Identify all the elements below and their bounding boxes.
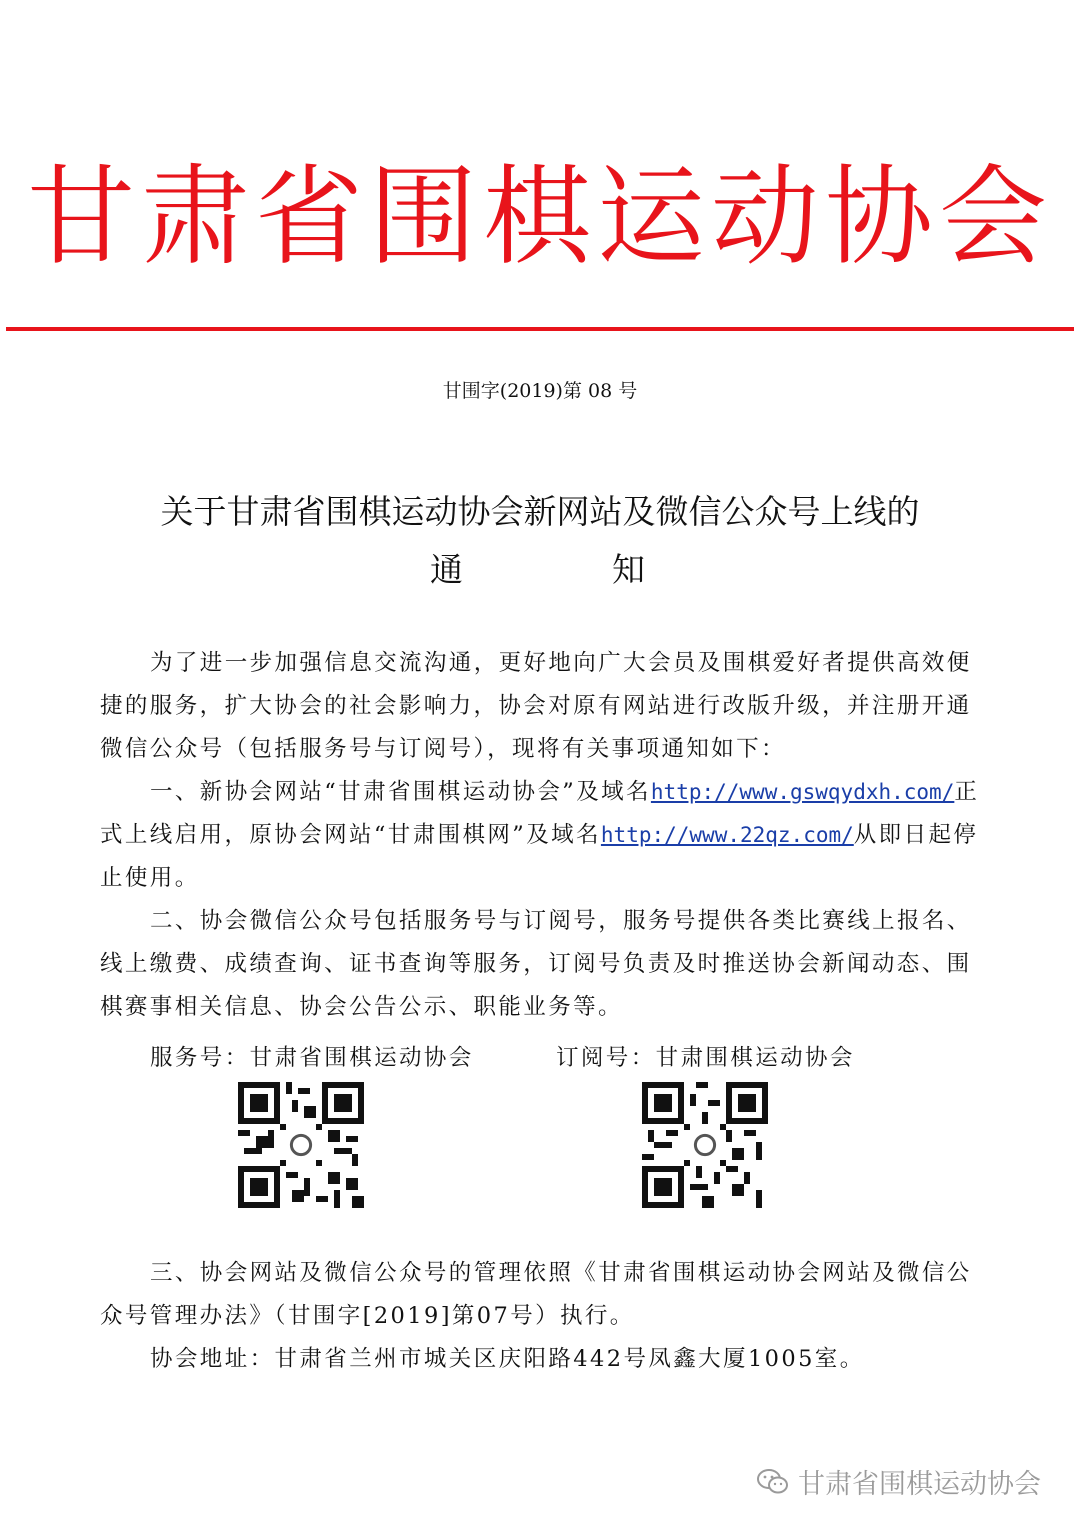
item-1-text-c: 从即日起停止使用。 (100, 822, 979, 891)
notice-title-char-2: 知 (612, 550, 645, 589)
document-number: 甘围字(2019)第 08 号 (442, 380, 638, 402)
item-1-text-a: 一、新协会网站“甘肃省围棋运动协会”及域名 (150, 779, 651, 805)
wechat-watermark (756, 1462, 1041, 1501)
item-2-paragraph: 二、协会微信公众号包括服务号与订阅号，服务号提供各类比赛线上报名、线上缴费、成绩查询、证书查询等服务，订阅号负责及时推送协会新闻动态、围棋赛事相关信息、协会公告公示、职能业务等。 (100, 908, 972, 1020)
subscription-account-label: 订阅号：甘肃围棋运动协会 (556, 1045, 855, 1071)
notice-title-char-1: 通 (430, 550, 463, 589)
item-1-paragraph (100, 771, 990, 900)
service-qr-code (238, 1082, 364, 1208)
wechat-icon (756, 1468, 790, 1496)
old-site-link[interactable]: http://www.22qz.com/ (600, 823, 854, 847)
intro-paragraph: 为了进一步加强信息交流沟通，更好地向广大会员及围棋爱好者提供高效便捷的服务，扩大协会的社会影响力，协会对原有网站进行改版升级，并注册开通微信公众号（包括服务号与订阅号），现将有关事项通知如下： (100, 650, 972, 762)
new-site-link[interactable]: http://www.gswqydxh.com/ (650, 780, 955, 804)
subscription-qr-code (642, 1082, 768, 1208)
watermark-text: 甘肃省围棋运动协会 (798, 1469, 1041, 1500)
org-header-title: 甘肃省围棋运动协会 (26, 155, 1053, 280)
service-account-label: 服务号：甘肃省围棋运动协会 (150, 1045, 474, 1071)
item-1-text-b: 正式上线启用，原协会网站“甘肃围棋网”及域名 (100, 779, 980, 848)
red-divider (6, 327, 1074, 331)
address-line: 协会地址：甘肃省兰州市城关区庆阳路442号凤鑫大厦1005室。 (150, 1346, 865, 1372)
item-3-paragraph: 三、协会网站及微信公众号的管理依照《甘肃省围棋运动协会网站及微信公众号管理办法》（甘围字[2019]第07号）执行。 (100, 1260, 972, 1329)
notice-title: 关于甘肃省围棋运动协会新网站及微信公众号上线的 (160, 492, 920, 531)
